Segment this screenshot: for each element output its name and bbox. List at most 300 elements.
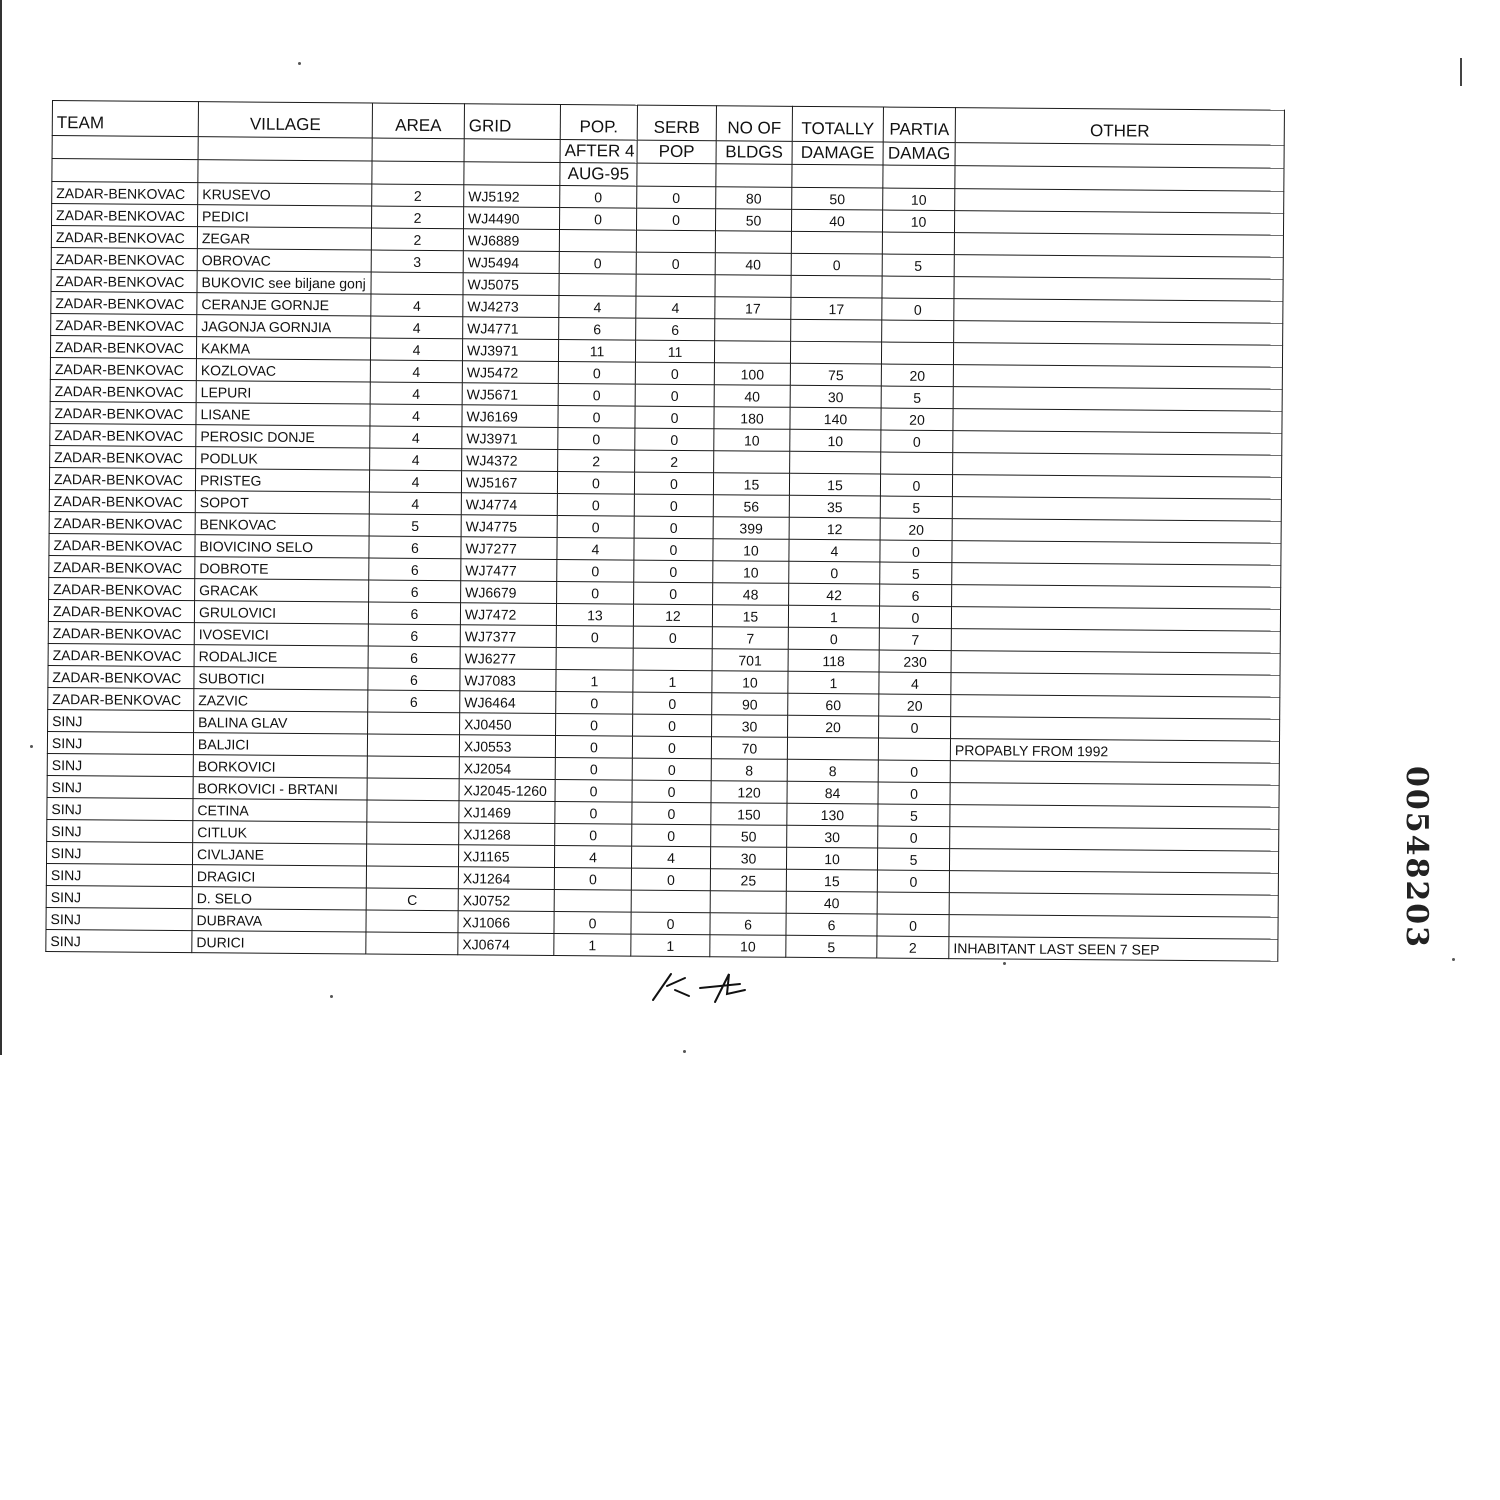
cell-grid: WJ6889 — [463, 229, 559, 252]
cell-other — [951, 717, 1280, 742]
cell-area: 6 — [369, 536, 461, 559]
cell-area: 6 — [369, 558, 461, 581]
cell-pop-after — [556, 647, 633, 670]
damage-survey-table-wrapper — [45, 100, 1284, 962]
cell-no-of-bldgs: 50 — [711, 825, 787, 848]
cell-no-of-bldgs: 120 — [711, 781, 787, 804]
cell-other — [953, 365, 1282, 390]
cell-serb-pop: 0 — [631, 912, 710, 935]
cell-no-of-bldgs: 10 — [713, 539, 789, 562]
cell-grid: XJ1268 — [459, 823, 555, 846]
header-cell-area: AREA — [372, 103, 464, 139]
cell-team: ZADAR-BENKOVAC — [49, 511, 195, 534]
cell-village: BIOVICINO SELO — [195, 535, 369, 558]
cell-team: ZADAR-BENKOVAC — [49, 533, 195, 556]
cell-village: LEPURI — [196, 381, 370, 404]
cell-other — [950, 805, 1279, 830]
cell-village: PEDICI — [198, 205, 372, 228]
cell-no-of-bldgs: 56 — [713, 495, 789, 518]
cell-team: ZADAR-BENKOVAC — [50, 445, 196, 468]
cell-serb-pop: 0 — [633, 692, 712, 715]
cell-no-of-bldgs: 25 — [710, 869, 786, 892]
cell-area: 4 — [371, 316, 463, 339]
cell-village: SUBOTICI — [194, 667, 368, 690]
cell-area: 4 — [370, 426, 462, 449]
page-edge-line — [0, 0, 2, 1055]
cell-pop-after: 0 — [555, 801, 632, 824]
cell-grid: WJ4372 — [462, 449, 558, 472]
cell-team: ZADAR-BENKOVAC — [51, 269, 197, 292]
cell-grid: WJ7377 — [460, 625, 556, 648]
cell-grid: WJ7477 — [461, 559, 557, 582]
cell-partial-damage: 0 — [879, 606, 951, 629]
cell-serb-pop: 0 — [635, 406, 714, 429]
cell-pop-after: 2 — [558, 449, 635, 472]
cell-other — [954, 299, 1283, 324]
cell-totally-damage: 6 — [786, 913, 877, 936]
cell-village: SOPOT — [195, 491, 369, 514]
cell-partial-damage: 0 — [878, 826, 950, 849]
cell-area: 6 — [368, 646, 460, 669]
cell-other — [954, 255, 1283, 280]
cell-pop-after: 0 — [555, 823, 632, 846]
header-cell-other — [955, 143, 1284, 169]
cell-other — [952, 475, 1281, 500]
cell-partial-damage: 5 — [878, 804, 950, 827]
cell-no-of-bldgs: 15 — [713, 473, 789, 496]
cell-other — [950, 761, 1279, 786]
cell-village: RODALJICE — [194, 645, 368, 668]
cell-totally-damage: 50 — [792, 187, 883, 210]
handwritten-signature — [645, 966, 755, 1006]
cell-no-of-bldgs: 100 — [714, 363, 790, 386]
cell-no-of-bldgs — [715, 275, 791, 298]
cell-grid: XJ0752 — [458, 889, 554, 912]
cell-partial-damage — [882, 320, 954, 343]
header-cell-no-of-bldgs: NO OF — [716, 106, 792, 142]
cell-partial-damage: 230 — [879, 650, 951, 673]
cell-no-of-bldgs — [714, 451, 790, 474]
cell-serb-pop: 0 — [633, 714, 712, 737]
cell-pop-after — [554, 889, 631, 912]
header-cell-pop-after: AUG-95 — [560, 162, 637, 186]
cell-totally-damage: 60 — [788, 693, 879, 716]
cell-pop-after: 4 — [559, 295, 636, 318]
cell-totally-damage — [791, 319, 882, 342]
cell-area: C — [366, 888, 458, 911]
cell-partial-damage: 6 — [880, 584, 952, 607]
scan-speck — [298, 62, 301, 65]
cell-grid: XJ1066 — [458, 911, 554, 934]
cell-village: KAKMA — [196, 337, 370, 360]
cell-totally-damage: 1 — [788, 671, 879, 694]
cell-grid: WJ5167 — [461, 471, 557, 494]
cell-area: 4 — [370, 360, 462, 383]
cell-team: ZADAR-BENKOVAC — [52, 182, 198, 205]
cell-area: 6 — [368, 624, 460, 647]
cell-other — [951, 695, 1280, 720]
cell-other — [951, 673, 1280, 698]
cell-pop-after: 1 — [556, 669, 633, 692]
cell-area: 4 — [370, 404, 462, 427]
cell-totally-damage: 30 — [790, 385, 881, 408]
cell-team: ZADAR-BENKOVAC — [50, 335, 196, 358]
cell-village: DURICI — [192, 931, 366, 954]
cell-no-of-bldgs: 48 — [713, 583, 789, 606]
cell-partial-damage: 4 — [879, 672, 951, 695]
header-cell-area — [372, 138, 464, 162]
cell-team: ZADAR-BENKOVAC — [51, 226, 197, 249]
cell-pop-after: 0 — [556, 625, 633, 648]
cell-area — [367, 734, 459, 757]
cell-area — [367, 800, 459, 823]
cell-totally-damage: 15 — [789, 473, 880, 496]
cell-grid: WJ6169 — [462, 405, 558, 428]
cell-grid: WJ5472 — [462, 361, 558, 384]
cell-serb-pop: 0 — [634, 560, 713, 583]
cell-partial-damage: 7 — [879, 628, 951, 651]
cell-village: LISANE — [196, 403, 370, 426]
cell-pop-after: 0 — [559, 207, 636, 230]
cell-pop-after: 0 — [559, 251, 636, 274]
cell-area — [367, 756, 459, 779]
cell-partial-damage — [878, 738, 950, 761]
cell-partial-damage: 20 — [881, 364, 953, 387]
cell-no-of-bldgs: 70 — [711, 737, 787, 760]
cell-team: ZADAR-BENKOVAC — [49, 555, 195, 578]
header-cell-totally-damage: DAMAGE — [792, 141, 883, 165]
cell-grid: XJ1165 — [458, 845, 554, 868]
cell-partial-damage: 20 — [881, 408, 953, 431]
cell-other — [951, 607, 1280, 632]
cell-village: BALJICI — [193, 733, 367, 756]
cell-other — [952, 497, 1281, 522]
header-cell-team: TEAM — [52, 101, 198, 137]
cell-totally-damage: 130 — [787, 803, 878, 826]
cell-grid: XJ0553 — [459, 735, 555, 758]
header-cell-grid: GRID — [464, 104, 560, 140]
header-cell-serb-pop — [637, 163, 716, 187]
cell-team: ZADAR-BENKOVAC — [50, 423, 196, 446]
cell-pop-after: 0 — [557, 471, 634, 494]
cell-other — [954, 233, 1283, 258]
cell-area: 4 — [370, 338, 462, 361]
cell-no-of-bldgs: 8 — [711, 759, 787, 782]
cell-grid: WJ6464 — [460, 691, 556, 714]
cell-grid: WJ6277 — [460, 647, 556, 670]
cell-partial-damage — [882, 232, 954, 255]
cell-totally-damage: 15 — [786, 869, 877, 892]
cell-serb-pop: 0 — [634, 582, 713, 605]
cell-serb-pop: 12 — [633, 604, 712, 627]
cell-serb-pop: 0 — [634, 516, 713, 539]
cell-serb-pop — [636, 230, 715, 253]
cell-team: ZADAR-BENKOVAC — [49, 489, 195, 512]
cell-team: SINJ — [47, 775, 193, 798]
cell-no-of-bldgs — [715, 319, 791, 342]
cell-no-of-bldgs: 6 — [710, 913, 786, 936]
cell-area: 6 — [368, 668, 460, 691]
cell-no-of-bldgs — [710, 891, 786, 914]
header-cell-pop-after: POP. — [560, 104, 637, 140]
cell-grid: WJ7277 — [461, 537, 557, 560]
cell-serb-pop: 0 — [635, 362, 714, 385]
damage-survey-table — [45, 100, 1285, 962]
cell-partial-damage — [877, 892, 949, 915]
cell-totally-damage: 12 — [789, 517, 880, 540]
cell-area: 4 — [370, 448, 462, 471]
cell-grid: WJ4273 — [463, 295, 559, 318]
cell-partial-damage: 20 — [880, 518, 952, 541]
cell-totally-damage: 10 — [786, 847, 877, 870]
cell-grid: XJ2045-1260 — [459, 779, 555, 802]
cell-partial-damage — [881, 342, 953, 365]
cell-serb-pop: 2 — [635, 450, 714, 473]
corner-mark — [1460, 58, 1462, 86]
scan-speck — [1003, 962, 1006, 965]
cell-team: SINJ — [46, 929, 192, 952]
cell-area — [368, 712, 460, 735]
cell-no-of-bldgs: 17 — [715, 297, 791, 320]
cell-team: ZADAR-BENKOVAC — [48, 665, 194, 688]
cell-pop-after: 0 — [556, 713, 633, 736]
cell-team: SINJ — [46, 885, 192, 908]
cell-team: ZADAR-BENKOVAC — [48, 687, 194, 710]
cell-pop-after: 0 — [558, 427, 635, 450]
cell-serb-pop: 0 — [631, 868, 710, 891]
cell-serb-pop: 0 — [632, 736, 711, 759]
cell-grid: XJ1264 — [458, 867, 554, 890]
cell-grid: WJ4775 — [461, 515, 557, 538]
cell-other — [954, 277, 1283, 302]
header-cell-no-of-bldgs: BLDGS — [716, 141, 792, 165]
cell-pop-after: 0 — [554, 911, 631, 934]
cell-serb-pop: 0 — [632, 780, 711, 803]
cell-serb-pop: 11 — [635, 340, 714, 363]
cell-partial-damage: 0 — [880, 474, 952, 497]
cell-grid: WJ4774 — [461, 493, 557, 516]
cell-other — [953, 387, 1282, 412]
cell-grid: WJ3971 — [462, 339, 558, 362]
cell-other — [952, 519, 1281, 544]
cell-pop-after: 13 — [556, 603, 633, 626]
cell-village: CITLUK — [193, 821, 367, 844]
cell-pop-after: 4 — [557, 537, 634, 560]
cell-totally-damage: 75 — [790, 363, 881, 386]
cell-totally-damage: 40 — [786, 891, 877, 914]
cell-other — [952, 541, 1281, 566]
cell-no-of-bldgs: 40 — [715, 253, 791, 276]
cell-partial-damage: 0 — [878, 760, 950, 783]
cell-no-of-bldgs — [714, 341, 790, 364]
cell-partial-damage: 5 — [880, 562, 952, 585]
cell-other — [955, 189, 1284, 214]
cell-village: D. SELO — [192, 887, 366, 910]
cell-area — [366, 866, 458, 889]
cell-team: ZADAR-BENKOVAC — [50, 379, 196, 402]
cell-team: SINJ — [47, 753, 193, 776]
cell-pop-after: 4 — [554, 845, 631, 868]
cell-totally-damage: 42 — [789, 583, 880, 606]
cell-partial-damage: 0 — [879, 716, 951, 739]
scan-speck — [30, 745, 33, 748]
header-cell-partial-damage — [883, 165, 955, 189]
cell-totally-damage — [791, 275, 882, 298]
cell-serb-pop: 0 — [636, 208, 715, 231]
cell-serb-pop: 0 — [634, 494, 713, 517]
cell-pop-after: 0 — [555, 735, 632, 758]
cell-serb-pop: 0 — [632, 802, 711, 825]
cell-other — [950, 827, 1279, 852]
cell-village: ZEGAR — [197, 227, 371, 250]
cell-area: 3 — [371, 250, 463, 273]
cell-team: ZADAR-BENKOVAC — [51, 313, 197, 336]
cell-village: CETINA — [193, 799, 367, 822]
cell-partial-damage: 10 — [883, 188, 955, 211]
cell-village: ZAZVIC — [194, 689, 368, 712]
cell-village: BORKOVICI — [193, 755, 367, 778]
cell-area: 5 — [369, 514, 461, 537]
cell-other — [952, 585, 1281, 610]
cell-area — [367, 822, 459, 845]
cell-area: 4 — [369, 492, 461, 515]
cell-partial-damage: 0 — [882, 298, 954, 321]
cell-team: ZADAR-BENKOVAC — [51, 291, 197, 314]
cell-serb-pop: 0 — [635, 428, 714, 451]
cell-totally-damage: 40 — [791, 209, 882, 232]
header-cell-partial-damage: PARTIA — [883, 107, 955, 143]
cell-area — [366, 844, 458, 867]
cell-totally-damage — [790, 451, 881, 474]
cell-area: 6 — [368, 602, 460, 625]
cell-totally-damage: 140 — [790, 407, 881, 430]
cell-village: DUBRAVA — [192, 909, 366, 932]
cell-pop-after: 0 — [560, 185, 637, 208]
cell-team: ZADAR-BENKOVAC — [48, 621, 194, 644]
cell-village: PRISTEG — [195, 469, 369, 492]
cell-area — [366, 932, 458, 955]
cell-area — [371, 272, 463, 295]
cell-serb-pop: 0 — [634, 472, 713, 495]
cell-totally-damage: 0 — [789, 561, 880, 584]
cell-pop-after: 0 — [557, 515, 634, 538]
cell-pop-after: 6 — [559, 317, 636, 340]
cell-grid: WJ5494 — [463, 251, 559, 274]
cell-team: SINJ — [47, 797, 193, 820]
header-cell-serb-pop: POP — [637, 140, 716, 164]
table-header — [52, 101, 1285, 192]
cell-totally-damage — [790, 341, 881, 364]
cell-no-of-bldgs: 180 — [714, 407, 790, 430]
cell-village: BUKOVIC see biljane gonj — [197, 271, 371, 294]
cell-team: ZADAR-BENKOVAC — [49, 577, 195, 600]
cell-team: SINJ — [47, 731, 193, 754]
cell-grid: WJ7083 — [460, 669, 556, 692]
cell-area: 6 — [369, 580, 461, 603]
cell-village: GRACAK — [195, 579, 369, 602]
cell-grid: XJ2054 — [459, 757, 555, 780]
header-cell-village — [198, 160, 372, 184]
cell-partial-damage: 0 — [877, 914, 949, 937]
header-cell-area — [372, 161, 464, 185]
cell-partial-damage — [882, 276, 954, 299]
cell-serb-pop — [633, 648, 712, 671]
cell-partial-damage: 10 — [882, 210, 954, 233]
header-cell-other — [955, 166, 1284, 192]
cell-totally-damage — [791, 231, 882, 254]
cell-village: KRUSEVO — [198, 183, 372, 206]
cell-no-of-bldgs: 30 — [712, 715, 788, 738]
cell-totally-damage: 0 — [791, 253, 882, 276]
cell-no-of-bldgs: 399 — [713, 517, 789, 540]
cell-other — [951, 629, 1280, 654]
cell-area: 4 — [371, 294, 463, 317]
cell-no-of-bldgs: 10 — [712, 671, 788, 694]
header-cell-no-of-bldgs — [716, 164, 792, 188]
cell-grid: WJ5075 — [463, 273, 559, 296]
cell-grid: WJ4771 — [463, 317, 559, 340]
cell-area — [366, 910, 458, 933]
cell-village: DRAGICI — [192, 865, 366, 888]
cell-village: KOZLOVAC — [196, 359, 370, 382]
cell-pop-after: 1 — [554, 933, 631, 956]
cell-area: 2 — [372, 184, 464, 207]
cell-no-of-bldgs — [715, 231, 791, 254]
cell-village: CIVLJANE — [192, 843, 366, 866]
cell-totally-damage: 0 — [788, 627, 879, 650]
cell-serb-pop: 0 — [632, 758, 711, 781]
header-cell-serb-pop: SERB — [637, 105, 716, 141]
cell-other — [953, 431, 1282, 456]
cell-grid: WJ4490 — [464, 207, 560, 230]
scan-speck — [330, 995, 333, 998]
cell-pop-after: 0 — [558, 405, 635, 428]
cell-pop-after — [559, 229, 636, 252]
cell-team: SINJ — [46, 863, 192, 886]
cell-team: ZADAR-BENKOVAC — [52, 204, 198, 227]
cell-area: 6 — [368, 690, 460, 713]
cell-village: PEROSIC DONJE — [196, 425, 370, 448]
cell-totally-damage: 20 — [788, 715, 879, 738]
cell-other: PROPABLY FROM 1992 — [950, 739, 1279, 764]
cell-pop-after: 0 — [558, 383, 635, 406]
cell-other — [953, 343, 1282, 368]
cell-team: ZADAR-BENKOVAC — [50, 357, 196, 380]
cell-serb-pop — [631, 890, 710, 913]
cell-serb-pop: 0 — [636, 252, 715, 275]
cell-partial-damage: 0 — [877, 870, 949, 893]
cell-partial-damage — [881, 452, 953, 475]
cell-village: OBROVAC — [197, 249, 371, 272]
cell-pop-after: 11 — [558, 339, 635, 362]
cell-partial-damage: 20 — [879, 694, 951, 717]
cell-pop-after: 0 — [557, 559, 634, 582]
cell-pop-after: 0 — [556, 691, 633, 714]
cell-no-of-bldgs: 80 — [716, 187, 792, 210]
cell-no-of-bldgs: 701 — [712, 649, 788, 672]
cell-no-of-bldgs: 50 — [715, 209, 791, 232]
cell-no-of-bldgs: 90 — [712, 693, 788, 716]
header-cell-totally-damage — [792, 164, 883, 188]
header-cell-village: VILLAGE — [198, 102, 372, 138]
cell-partial-damage: 5 — [881, 386, 953, 409]
cell-totally-damage: 5 — [786, 935, 877, 958]
cell-grid: WJ5192 — [464, 185, 560, 208]
cell-team: SINJ — [48, 709, 194, 732]
scan-speck — [1452, 958, 1455, 961]
cell-totally-damage: 30 — [787, 825, 878, 848]
header-cell-grid — [464, 162, 560, 186]
